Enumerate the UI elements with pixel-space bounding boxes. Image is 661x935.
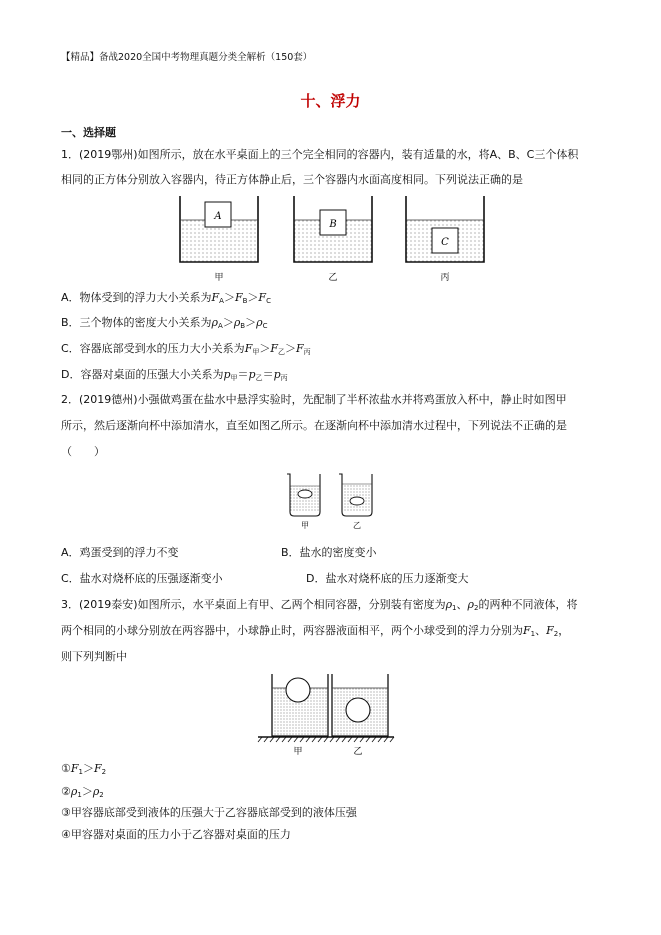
- q3-figure-label-yi: 乙: [353, 747, 363, 757]
- q2-option-c: C．盐水对烧杯底的压强逐渐变小: [61, 572, 223, 585]
- q2-stem-line1: 2．(2019德州)小强做鸡蛋在盐水中悬浮实验时，先配制了半杯浓盐水并将鸡蛋放入杯中，静止时如图甲: [61, 393, 567, 406]
- q3-stem-line1: 3．(2019泰安)如图所示，水平桌面上有甲、乙两个相同容器，分别装有密度为$\rho_1$、$\rho_2$的两种不同液体，将: [61, 598, 578, 612]
- q1-container-bing: [406, 196, 484, 262]
- q2-stem-line2: 所示，然后逐渐向杯中添加清水，直至如图乙所示。在逐渐向杯中添加清水过程中，下列说法不正确的是: [61, 419, 567, 432]
- q2-figure-label-jia: 甲: [301, 521, 309, 530]
- q1-option-a: A．物体受到的浮力大小关系为$F_A>F_B>F_C$: [61, 291, 271, 305]
- q1-stem-line1: 1．(2019鄂州)如图所示，放在水平桌面上的三个完全相同的容器内，装有适量的水，将A、B、C三个体积: [61, 148, 579, 161]
- q1-figure-label-bing: 丙: [440, 273, 450, 283]
- q2-stem-line3: （ ）: [61, 445, 105, 458]
- section-title: 一、选择题: [61, 126, 116, 139]
- q2-beaker-yi: [339, 474, 372, 516]
- document-header: 【精品】备战2020全国中考物理真题分类全解析（150套）: [61, 52, 313, 63]
- q2-figure-label-yi: 乙: [353, 521, 361, 530]
- q3-figure-label-jia: 甲: [293, 747, 303, 757]
- q1-block-c-label: C: [441, 237, 449, 248]
- q3-item-2: $②\rho_1>\rho_2$: [61, 785, 104, 799]
- q1-option-b: B．三个物体的密度大小关系为$\rho_A>\rho_B>\rho_C$: [61, 316, 268, 330]
- q1-block-a-label: A: [214, 211, 222, 222]
- q3-stem-line2: 两个相同的小球分别放在两容器中，小球静止时，两容器液面相平，两个小球受到的浮力分别为$F_1$、$F_2$，: [61, 624, 570, 638]
- q1-option-d: D．容器对桌面的压强大小关系为$p_甲=p_乙=p_丙$: [61, 368, 288, 382]
- q3-item-4: ④甲容器对桌面的压力小于乙容器对桌面的压力: [61, 828, 291, 841]
- q1-option-c: C．容器底部受到水的压力大小关系为$F_甲>F_乙>F_丙$: [61, 342, 311, 356]
- q3-container-yi: [332, 674, 388, 736]
- q3-figure: [256, 670, 396, 758]
- q2-option-b: B．盐水的密度变小: [281, 546, 377, 559]
- q1-block-b-label: B: [329, 219, 337, 230]
- q2-egg-jia: [298, 490, 312, 498]
- q2-figure: [284, 470, 380, 536]
- q1-container-yi: [294, 196, 372, 262]
- q1-stem-line2: 相同的正方体分别放入容器内，待正方体静止后，三个容器内水面高度相同。下列说法正确的是: [61, 173, 523, 186]
- q1-figure-label-jia: 甲: [214, 273, 224, 283]
- q3-ball-jia: [286, 678, 310, 702]
- q2-option-d: D．盐水对烧杯底的压力逐渐变大: [306, 572, 469, 585]
- q3-table-surface: [258, 737, 394, 742]
- q3-item-1: $①F_1>F_2$: [61, 762, 107, 776]
- q3-item-3: ③甲容器底部受到液体的压强大于乙容器底部受到的液体压强: [61, 806, 357, 819]
- q1-figure-label-yi: 乙: [328, 273, 338, 283]
- q3-ball-yi: [346, 698, 370, 722]
- chapter-title: 十、浮力: [300, 92, 361, 110]
- q2-beaker-jia: [287, 474, 320, 516]
- q1-figure: [170, 192, 490, 284]
- q1-container-jia: [180, 196, 258, 262]
- q3-stem-line3: 则下列判断中: [61, 650, 127, 663]
- q2-option-a: A．鸡蛋受到的浮力不变: [61, 546, 179, 559]
- q2-egg-yi: [350, 497, 364, 505]
- q3-container-jia: [272, 674, 328, 736]
